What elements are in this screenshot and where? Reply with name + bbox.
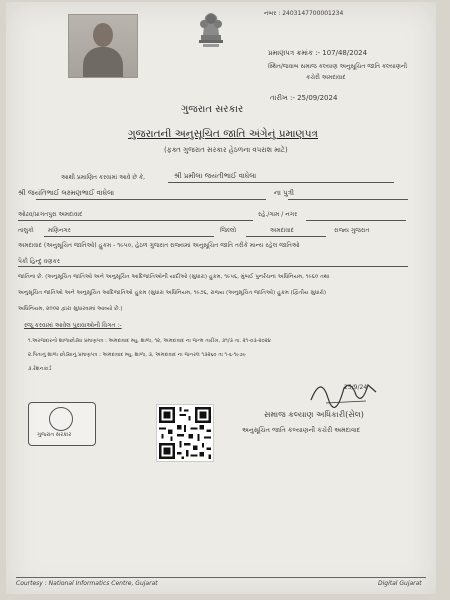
issue-date: તારીખ :- 25/09/2024 xyxy=(270,94,338,102)
para-line-3: અધિનિયમ, ૨૦૦૨ દ્વારા સુધારવામાં આવ્યો છે.) xyxy=(18,306,123,312)
certificate-title: ગુજરાતની અનુસૂચિત જાતિ અંગેનું પ્રમાણપત્ર xyxy=(128,128,318,140)
photo-body xyxy=(83,47,123,78)
footer-courtesy: Courtesy : National Informatics Centre, Gujarat xyxy=(16,580,158,587)
document-3: ૩.રેશનકાર્ડ xyxy=(28,366,52,372)
relation-underline xyxy=(288,199,408,200)
caste-underline xyxy=(18,266,408,267)
photo-head xyxy=(93,23,113,47)
documents-title: રજૂ કરવામાં આવેલ પુરાવાઓની વિગત :- xyxy=(24,322,122,329)
office-line-2: કચેરી અમદાવાદ xyxy=(306,74,346,81)
district-label: જિલ્લો xyxy=(220,227,237,234)
taluka-value: મણિનગર xyxy=(48,227,71,234)
name-underline xyxy=(168,182,394,183)
document-2: ૨.પિતાનું શાળા છોડ્યાનું પ્રમાણપત્ર : અમદાવાદ મ્યુ. શાળા, ૩, અમદાવાદ ના જનરલ ૧૩૨૬૦ તા ૧-૬-૧૯૭૯ xyxy=(28,352,247,358)
residence-underline xyxy=(306,220,406,221)
place-underline xyxy=(18,220,253,221)
purpose-note: (ફક્ત ગુજરાત સરકાર હેઠળના વપરાશ માટે) xyxy=(164,146,288,154)
govt-title: ગુજરાત સરકાર xyxy=(181,104,244,115)
para-line-1: જાતિના છે. (અનુસૂચિત જાતિઓ અને અનુસૂચિત આદિજાતિઓની યાદીઓ (સુધારા) હુકમ, ૧૯૫૬, મુંબઈ પુનર્રચના અધિનિયમ, ૧૯૬૦ તથા xyxy=(18,274,330,280)
officer-office: અનુસૂચિત જાતિ કલ્યાણની કચેરી અમદાવાદ xyxy=(242,426,361,434)
serial-number: નંબર : 2403147700001234 xyxy=(264,10,344,17)
certificate-paper xyxy=(6,2,436,594)
applicant-name: શ્રી પ્રમીલા જયંતીભાઈ વાઘેલા xyxy=(174,172,257,180)
taluka-underline xyxy=(44,236,214,237)
certificate-number: પ્રમાણપત્ર ક્રમાંક :- 107/48/2024 xyxy=(268,49,368,57)
residence-place: ઓઢવ/પ્રાગતપુરા અમદાવાદ xyxy=(18,211,83,218)
official-stamp xyxy=(28,402,96,446)
state-emblem-icon xyxy=(191,5,231,49)
stamp-seal-icon xyxy=(49,407,73,431)
footer-rule xyxy=(16,577,426,578)
applicant-photo xyxy=(68,14,138,78)
certify-prefix: આથી પ્રમાણિત કરવામાં આવે છે કે, xyxy=(61,174,146,181)
residence-label: રહે./ગામ / નગર xyxy=(258,211,298,218)
office-line-1: સ્થિત/જવાબ સમાજ કલ્યાણ અનુસૂચિત જાતિ કલ્યાણની xyxy=(268,63,408,70)
district-value: અમદાવાદ xyxy=(270,227,294,234)
order-line: અમદાવાદ (અનુસૂચિત જાતિઓ) હુકમ - ૧૯૫૦, હેઠળ ગુજરાત રાજ્યમાં અનુસૂચિત જાતિ તરીકે માન્ય રહેલ જાતિઓ xyxy=(18,242,300,249)
officer-title: સમાજ કલ્યાણ અધિકારી(સેલ) xyxy=(264,410,364,419)
district-underline xyxy=(246,236,326,237)
signature-date: 25/9/24 xyxy=(344,384,368,391)
qr-code-icon xyxy=(156,404,214,462)
state-label: રાજ્ય ગુજરાત xyxy=(334,227,370,234)
para-line-2: અનુસૂચિત જાતિઓ અને અનુસૂચિત આદિજાતિઓ હુકમ (સુધારા અધિનિયમ, ૧૯૭૬, રાજ્ય (અનુસૂચિત જાતિઓ) હુકમ (દ્વિતીય સુધારો) xyxy=(18,290,327,296)
footer-digital-gujarat: Digital Gujarat xyxy=(378,580,422,587)
father-name: શ્રી જયંતિભાઈ લક્ષ્મણભાઈ વાઘેલા xyxy=(18,189,115,197)
taluka-label: તાલુકો xyxy=(18,227,34,234)
caste-line: પૈકી હિન્દુ વણકર xyxy=(18,258,60,265)
relation: ના પુત્રી xyxy=(274,189,295,197)
document-1: ૧.અરજદારનો શાળાછોડ્યા પ્રમાણપત્ર : અમદાવાદ મ્યુ. શાળા, ૧૨, અમદાવાદ ના જન્મ તારીખ, ૩૧/૩ તા. ૨૧-૦૩-૨૦૨૪ xyxy=(28,338,271,344)
father-underline xyxy=(36,199,266,200)
stamp-text: ગુજરાત સરકાર xyxy=(37,432,72,438)
